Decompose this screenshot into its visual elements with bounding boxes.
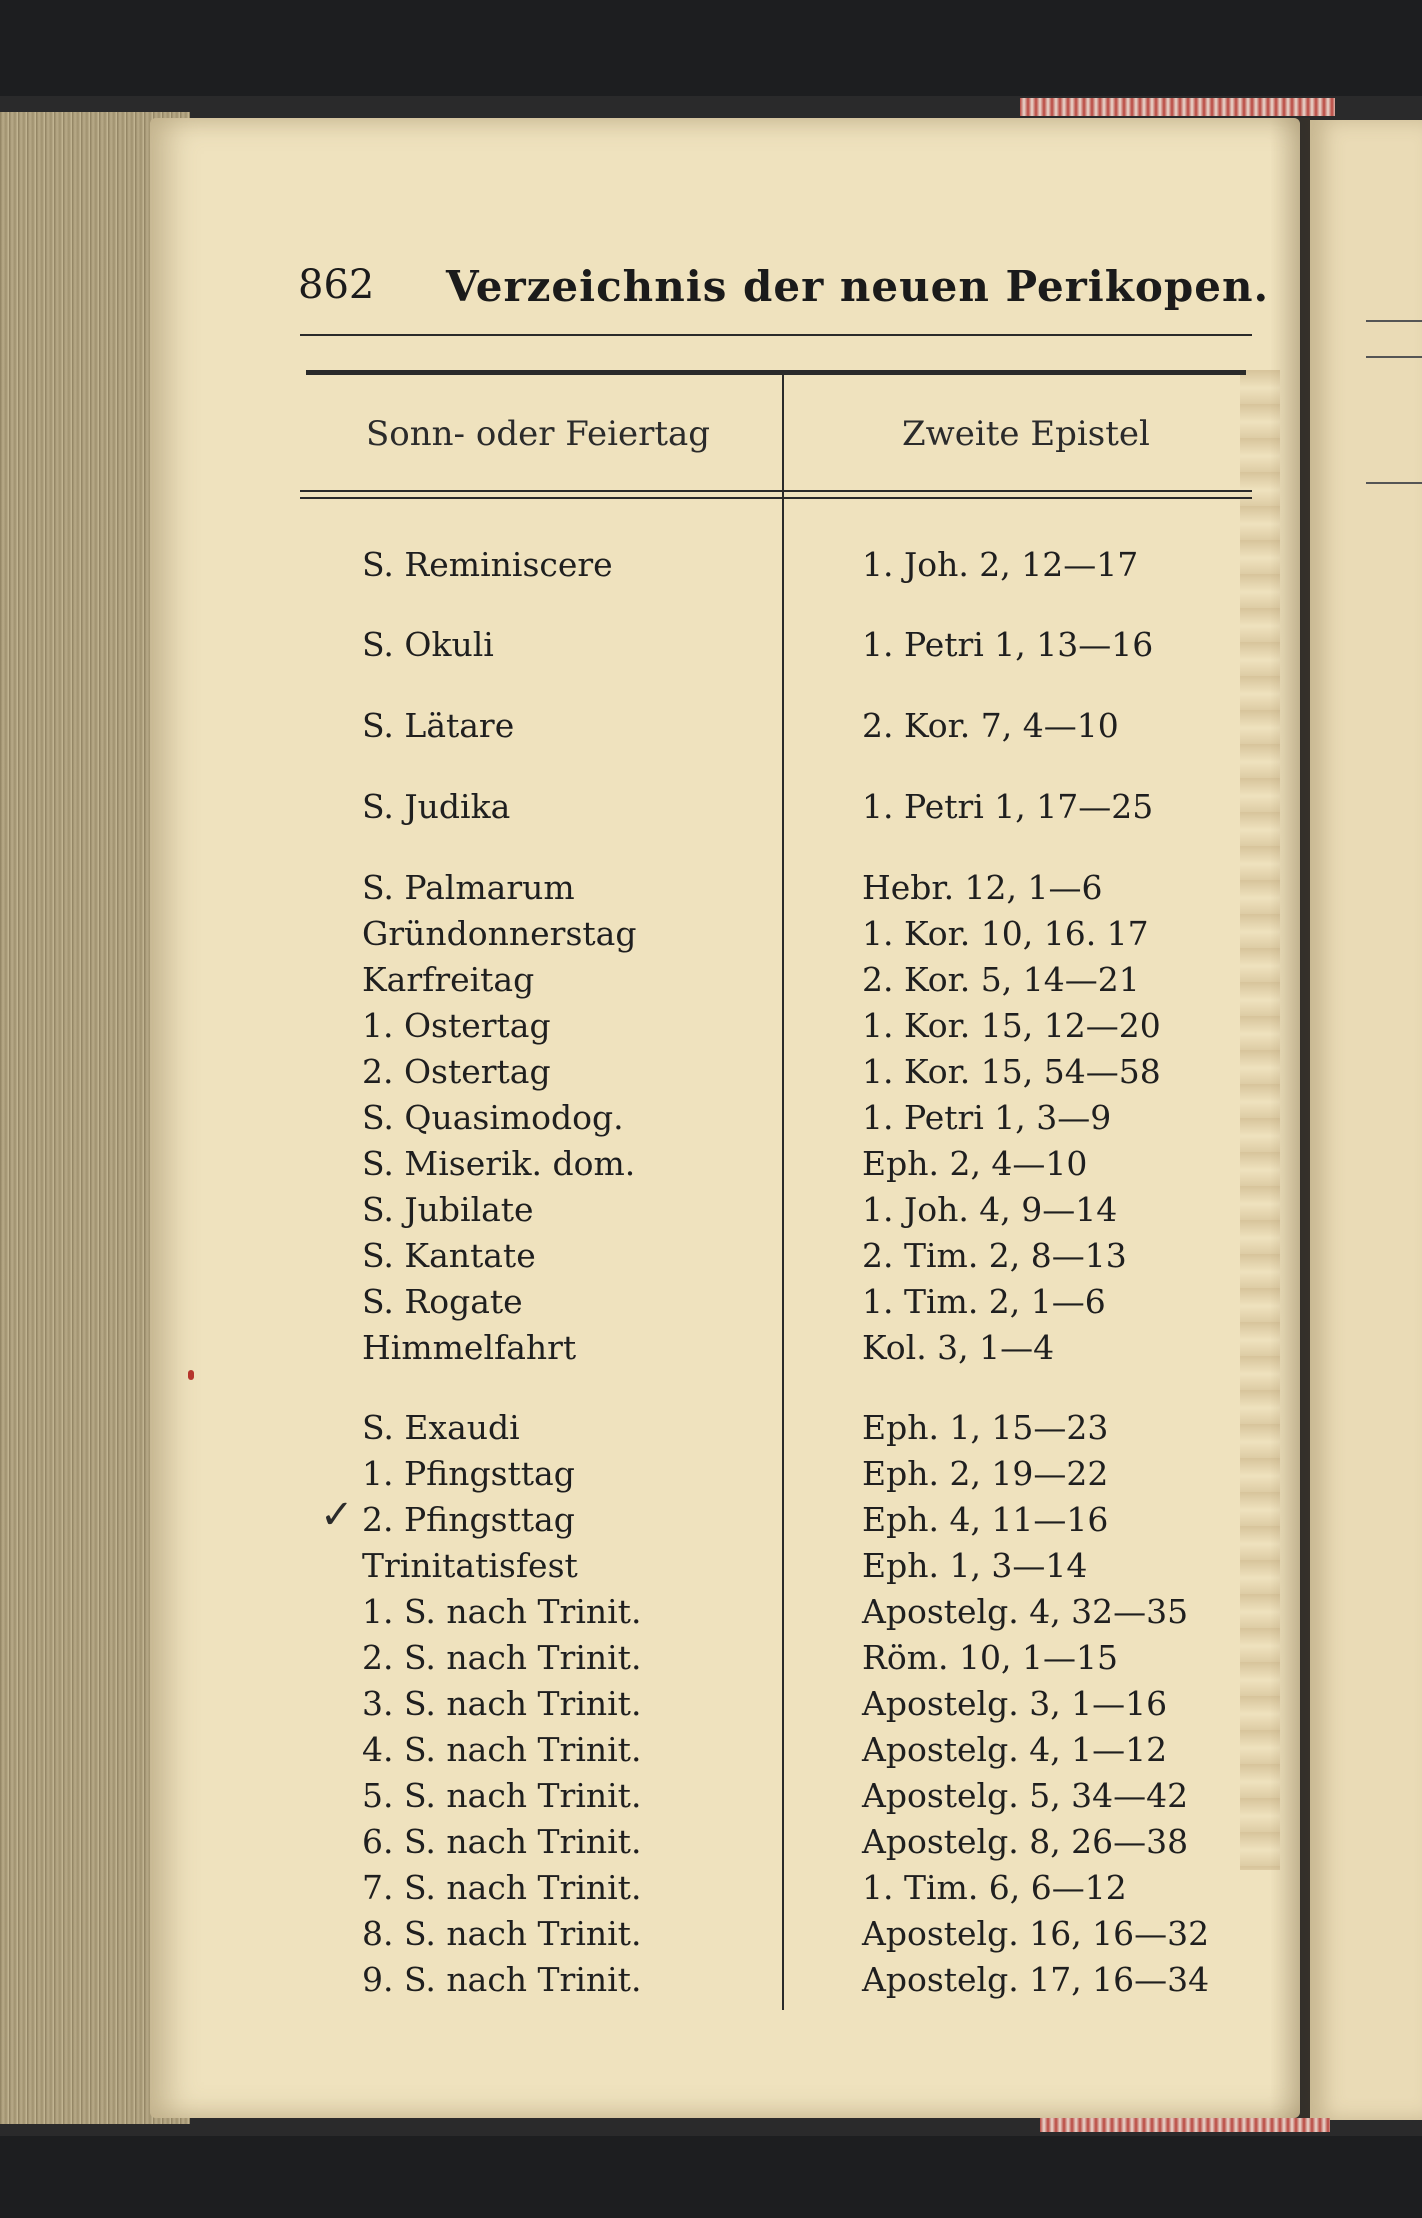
epistle-reading-cell: 1. Joh. 4, 9—14 [862,1190,1118,1229]
feast-day-cell: 2. Ostertag [362,1052,551,1091]
feast-day-cell: 6. S. nach Trinit. [362,1822,642,1861]
epistle-reading-cell: 1. Kor. 10, 16. 17 [862,914,1149,953]
epistle-reading-cell: 1. Petri 1, 17—25 [862,787,1154,826]
feast-day-cell: S. Exaudi [362,1408,520,1447]
feast-day-cell: Gründonnerstag [362,914,637,953]
feast-day-cell: 2. S. nach Trinit. [362,1638,642,1677]
header-separator-rule [300,490,1252,492]
epistle-reading-cell: 1. Petri 1, 13—16 [862,625,1154,664]
feast-day-cell: S. Rogate [362,1282,523,1321]
column-divider [782,370,784,2010]
epistle-reading-cell: Apostelg. 3, 1—16 [862,1684,1168,1723]
epistle-reading-cell: Apostelg. 5, 34—42 [862,1776,1189,1815]
epistle-reading-cell: Apostelg. 8, 26—38 [862,1822,1189,1861]
epistle-reading-cell: 1. Kor. 15, 54—58 [862,1052,1161,1091]
feast-day-cell: S. Kantate [362,1236,536,1275]
feast-day-cell: Trinitatisfest [362,1546,578,1585]
page-title: Verzeichnis der neuen Perikopen. [446,262,1270,311]
feast-day-cell: S. Okuli [362,625,494,664]
feast-day-cell: S. Quasimodog. [362,1098,624,1137]
feast-day-cell: S. Lätare [362,706,515,745]
epistle-reading-cell: Eph. 4, 11—16 [862,1500,1109,1539]
header-separator-rule [300,497,1252,499]
handwritten-checkmark: ✓ [320,1492,354,1538]
facing-page-rule [1366,356,1422,358]
headband-bottom [1040,2118,1330,2132]
epistle-reading-cell: Eph. 1, 15—23 [862,1408,1109,1447]
epistle-reading-cell: Apostelg. 16, 16—32 [862,1914,1210,1953]
feast-day-cell: 3. S. nach Trinit. [362,1684,642,1723]
feast-day-cell: S. Palmarum [362,868,575,907]
epistle-reading-cell: 2. Kor. 7, 4—10 [862,706,1119,745]
epistle-reading-cell: 1. Petri 1, 3—9 [862,1098,1112,1137]
epistle-reading-cell: 1. Joh. 2, 12—17 [862,545,1139,584]
epistle-reading-cell: Eph. 2, 19—22 [862,1454,1109,1493]
epistle-reading-cell: Eph. 2, 4—10 [862,1144,1088,1183]
feast-day-cell: S. Reminiscere [362,545,613,584]
feast-day-cell: Himmelfahrt [362,1328,577,1367]
epistle-reading-cell: Apostelg. 4, 1—12 [862,1730,1168,1769]
column-header-epistle: Zweite Epistel [902,414,1150,454]
feast-day-cell: 1. Ostertag [362,1006,551,1045]
page-number: 862 [298,262,375,308]
feast-day-cell: 1. Pfingsttag [362,1454,575,1493]
table-top-rule [306,370,1246,375]
feast-day-cell: Karfreitag [362,960,535,999]
feast-day-cell: 2. Pfingsttag [362,1500,575,1539]
headband-top [1020,98,1335,116]
feast-day-cell: 4. S. nach Trinit. [362,1730,642,1769]
feast-day-cell: 7. S. nach Trinit. [362,1868,642,1907]
epistle-reading-cell: Eph. 1, 3—14 [862,1546,1088,1585]
feast-day-cell: 5. S. nach Trinit. [362,1776,642,1815]
red-ink-mark [188,1370,194,1380]
epistle-reading-cell: Röm. 10, 1—15 [862,1638,1118,1677]
facing-page-rule [1366,482,1422,484]
epistle-reading-cell: 2. Kor. 5, 14—21 [862,960,1140,999]
facing-page [1310,120,1422,2120]
column-header-day: Sonn- oder Feiertag [366,414,711,454]
epistle-reading-cell: 1. Kor. 15, 12—20 [862,1006,1161,1045]
feast-day-cell: 1. S. nach Trinit. [362,1592,642,1631]
feast-day-cell: 8. S. nach Trinit. [362,1914,642,1953]
torn-page-edge [1240,370,1280,1870]
feast-day-cell: S. Miserik. dom. [362,1144,636,1183]
epistle-reading-cell: 1. Tim. 2, 1—6 [862,1282,1106,1321]
epistle-reading-cell: Hebr. 12, 1—6 [862,868,1103,907]
epistle-reading-cell: Apostelg. 17, 16—34 [862,1960,1210,1999]
epistle-reading-cell: Apostelg. 4, 32—35 [862,1592,1189,1631]
feast-day-cell: S. Judika [362,787,511,826]
feast-day-cell: S. Jubilate [362,1190,534,1229]
facing-page-rule [1366,320,1422,322]
header-rule [300,334,1252,336]
epistle-reading-cell: Kol. 3, 1—4 [862,1328,1055,1367]
feast-day-cell: 9. S. nach Trinit. [362,1960,642,1999]
epistle-reading-cell: 1. Tim. 6, 6—12 [862,1868,1127,1907]
epistle-reading-cell: 2. Tim. 2, 8—13 [862,1236,1127,1275]
